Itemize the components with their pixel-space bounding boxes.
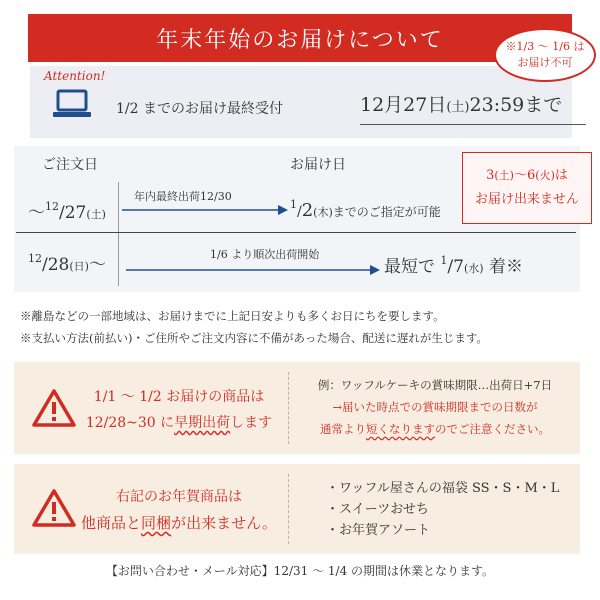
row2-weekday: (日) xyxy=(69,260,89,273)
row1-arrow xyxy=(122,204,288,216)
row1-delivery: $^1$/2(木)までのご指定が可能 xyxy=(290,198,441,221)
warning-icon xyxy=(32,388,76,428)
row1-order-date: ～$^{12}$/27(土) xyxy=(28,200,106,223)
schedule-table xyxy=(14,146,580,292)
row2-delivery-suffix: 着※ xyxy=(488,257,523,277)
warning1-example: 例：ワッフルケーキの賞味期限…出荷日+7日 xyxy=(317,378,553,392)
warning1-detail2 xyxy=(294,418,576,440)
warning2-line2 xyxy=(72,510,286,536)
row1-month: 12 xyxy=(45,200,59,213)
list-item: ・ワッフル屋さんの福袋 SS・S・M・L xyxy=(326,481,560,496)
warning2-line2-post: が出来ません。 xyxy=(171,514,277,532)
row1-arrow-label: 年内最終出荷12/30 xyxy=(134,190,232,203)
warning1-line2-pre: 12/28~30 に xyxy=(85,415,175,431)
deadline-date-main: 12月27日 xyxy=(360,94,447,116)
warning2-line2-emphasis: 同梱 xyxy=(141,514,172,532)
closed-start-weekday: (土) xyxy=(494,169,514,182)
warning1-line2-post: します xyxy=(230,415,273,431)
warning-no-bundling xyxy=(14,464,580,554)
row1-prefix: ～ xyxy=(28,203,45,223)
row2-delivery-prefix: 最短で xyxy=(384,257,435,277)
bubble-line2: お届け不可 xyxy=(517,56,573,69)
closed-line1 xyxy=(463,164,591,188)
laptop-icon xyxy=(52,88,92,120)
row2-delivery-weekday: (水) xyxy=(463,262,484,275)
row1-delivery-month: 1 xyxy=(290,198,297,211)
banner-title: 年末年始のお届けについて xyxy=(156,27,444,53)
row1-delivery-day: 2 xyxy=(301,200,314,221)
warning1-detail xyxy=(294,374,576,440)
no-delivery-bubble xyxy=(494,28,596,82)
warning1-main xyxy=(72,384,286,436)
row1-day: 27 xyxy=(64,203,87,223)
warning1-line2-emphasis: 早期出荷 xyxy=(174,415,231,431)
warning1-detail2-post: のでご注意ください。 xyxy=(435,422,550,436)
warning1-detail2-emphasis: 短くなります xyxy=(366,422,435,436)
warning1-line2 xyxy=(72,410,286,436)
warning2-divider xyxy=(288,474,289,544)
bubble-line1: ※1/3 ～ 1/6 は xyxy=(505,40,585,53)
row2-month: 12 xyxy=(28,252,42,265)
row2-arrow xyxy=(126,264,380,276)
row2-delivery-month: 1 xyxy=(440,254,448,267)
deadline-time: 23:59まで xyxy=(469,94,563,116)
deadline-date xyxy=(360,90,586,125)
row1-delivery-suffix: までのご指定が可能 xyxy=(332,205,441,219)
header-delivery-date: お届け日 xyxy=(290,157,346,173)
closed-start-day: 3 xyxy=(486,168,495,183)
list-item: ・スイーツおせち xyxy=(326,502,429,517)
row2-delivery-day: 7 xyxy=(453,257,464,277)
warning1-detail1: →届いた時点での賞味期限までの日数が xyxy=(332,400,538,414)
row1-weekday: (土) xyxy=(86,208,106,221)
row2-suffix: ～ xyxy=(88,255,106,275)
list-item: ・お年賀アソート xyxy=(326,523,431,538)
warning2-line2-pre: 他商品と xyxy=(81,514,142,532)
warning2-line1: 右記のお年賀商品は xyxy=(116,489,242,505)
note-payment-delay: ※支払い方法(前払い)・ご住所やご注文内容に不備があった場合、配送に遅れが生じます。 xyxy=(20,331,488,345)
row2-day: 28 xyxy=(47,255,70,275)
row2-arrow-label: 1/6 より順次出荷開始 xyxy=(210,248,320,261)
page-banner xyxy=(28,14,572,62)
deadline-date-day: (土) xyxy=(446,100,470,115)
warning1-divider xyxy=(288,372,289,444)
warning-early-shipping xyxy=(14,362,580,454)
footer-notice: 【お問い合わせ・メール対応】12/31 ～ 1/4 の期間は休業となります。 xyxy=(105,564,495,578)
note-remote-areas: ※離島などの一部地域は、お届けまでに上記日安よりも多くお日にちを要します。 xyxy=(20,309,445,323)
closed-sep: ～ xyxy=(513,168,527,183)
deadline-text: 1/2 までのお届け最終受付 xyxy=(116,101,283,117)
closed-notice xyxy=(462,152,592,224)
attention-label: Attention! xyxy=(44,69,106,83)
attention-panel xyxy=(30,66,572,138)
row2-delivery: 最短で $^1$/7(水) 着※ xyxy=(384,254,523,277)
row1-delivery-weekday: (木) xyxy=(313,206,333,219)
row2-order-date: $^{12}$/28(日)～ xyxy=(28,252,106,275)
warning-icon xyxy=(32,488,76,528)
row-divider xyxy=(16,232,576,233)
new-year-items-list xyxy=(326,478,559,541)
closed-end-day: 6 xyxy=(527,168,536,183)
warning1-detail2-pre: 通常より xyxy=(320,422,366,436)
closed-end-weekday: (火) xyxy=(535,169,555,182)
warning1-line1: 1/1 ～ 1/2 お届けの商品は xyxy=(93,389,265,405)
closed-line2: お届け出来ません xyxy=(474,192,579,207)
closed-end-particle: は xyxy=(554,168,568,183)
column-divider xyxy=(118,182,119,286)
warning2-main xyxy=(72,484,286,536)
header-order-date: ご注文日 xyxy=(42,157,98,173)
